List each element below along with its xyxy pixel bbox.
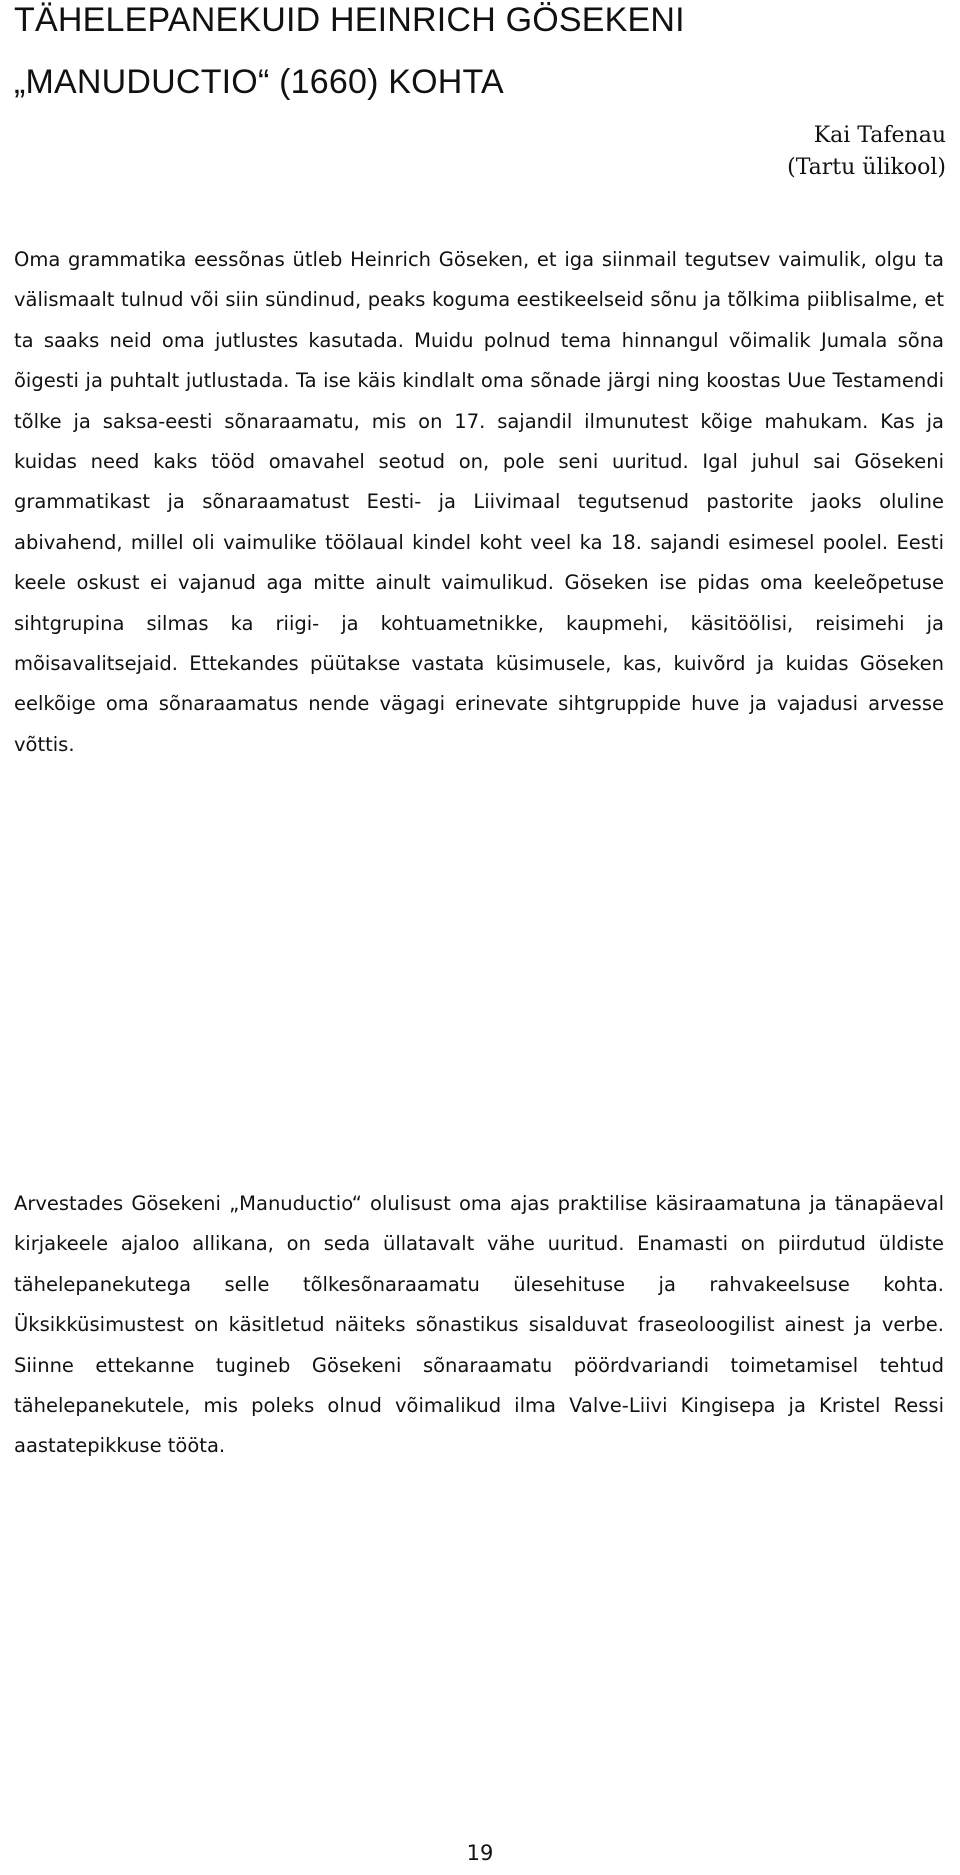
body-paragraph: Arvestades Gösekeni „Manuductio“ olulisust oma ajas praktilise käsiraamatuna ja tänapäeval kirjakeele ajaloo allikana, on seda üllatavalt vähe uuritud. Enamasti on piirdutud üldiste tähelepanekutega selle tõlkesõnaraamatu ülesehituse ja rahvakeelsuse kohta. Üksikküsimustest on käsitletud näiteks sõnastikus sisalduvat fraseoloogilist ainest ja verbe. Siinne ettekanne tugineb Gösekeni sõnaraamatu pöördvariandi toimetamisel tehtud tähelepanekutele, mis poleks olnud võimalikud ilma Valve-Liivi Kingisepa ja Kristel Ressi aastatepikkuse tööta. xyxy=(14,1192,944,1458)
author-block xyxy=(787,120,946,184)
page-number: 19 xyxy=(466,1841,494,1865)
body-paragraph: Oma grammatika eessõnas ütleb Heinrich Göseken, et iga siinmail tegutsev vaimulik, olgu ta välismaalt tulnud või siin sündinud, peaks koguma eestikeelseid sõnu ja tõlkima piiblisalme, et ta saaks neid oma jutlustes kasutada. Muidu polnud tema hinnangul võimalik Jumala sõna õigesti ja puhtalt jutlustada. Ta ise käis kindlalt oma sõnade järgi ning koostas Uue Testamendi tõlke ja saksa-eesti sõnaraamatu, mis on 17. sajandil ilmunutest kõige mahukam. Kas ja kuidas need kaks tööd omavahel seotud on, pole seni uuritud. Igal juhul sai Gösekeni grammatikast ja sõnaraamatust Eesti- ja Liivimaal tegutsenud pastorite jaoks oluline abivahend, millel oli vaimulike töölaual kindel koht veel ka 18. sajandi esimesel poolel. Eesti keele oskust ei vajanud aga mitte ainult vaimulikud. Göseken ise pidas oma keeleõpetuse sihtgrupina silmas ka riigi- ja kohtuametnikke, kaupmehi, käsitöölisi, reisimehi ja mõisavalitsejaid. Ettekandes püütakse vastata küsimusele, kas, kuivõrd ja kuidas Göseken eelkõige oma sõnaraamatus nende vägagi erinevate sihtgruppide huve ja vajadusi arvesse võttis. xyxy=(14,248,944,756)
author-affiliation: (Tartu ülikool) xyxy=(787,155,946,180)
author-name: Kai Tafenau xyxy=(813,123,946,148)
article-title-line-1: TÄHELEPANEKUID HEINRICH GÖSEKENI xyxy=(14,1,685,39)
article-title-line-2: „MANUDUCTIO“ (1660) KOHTA xyxy=(14,63,504,101)
